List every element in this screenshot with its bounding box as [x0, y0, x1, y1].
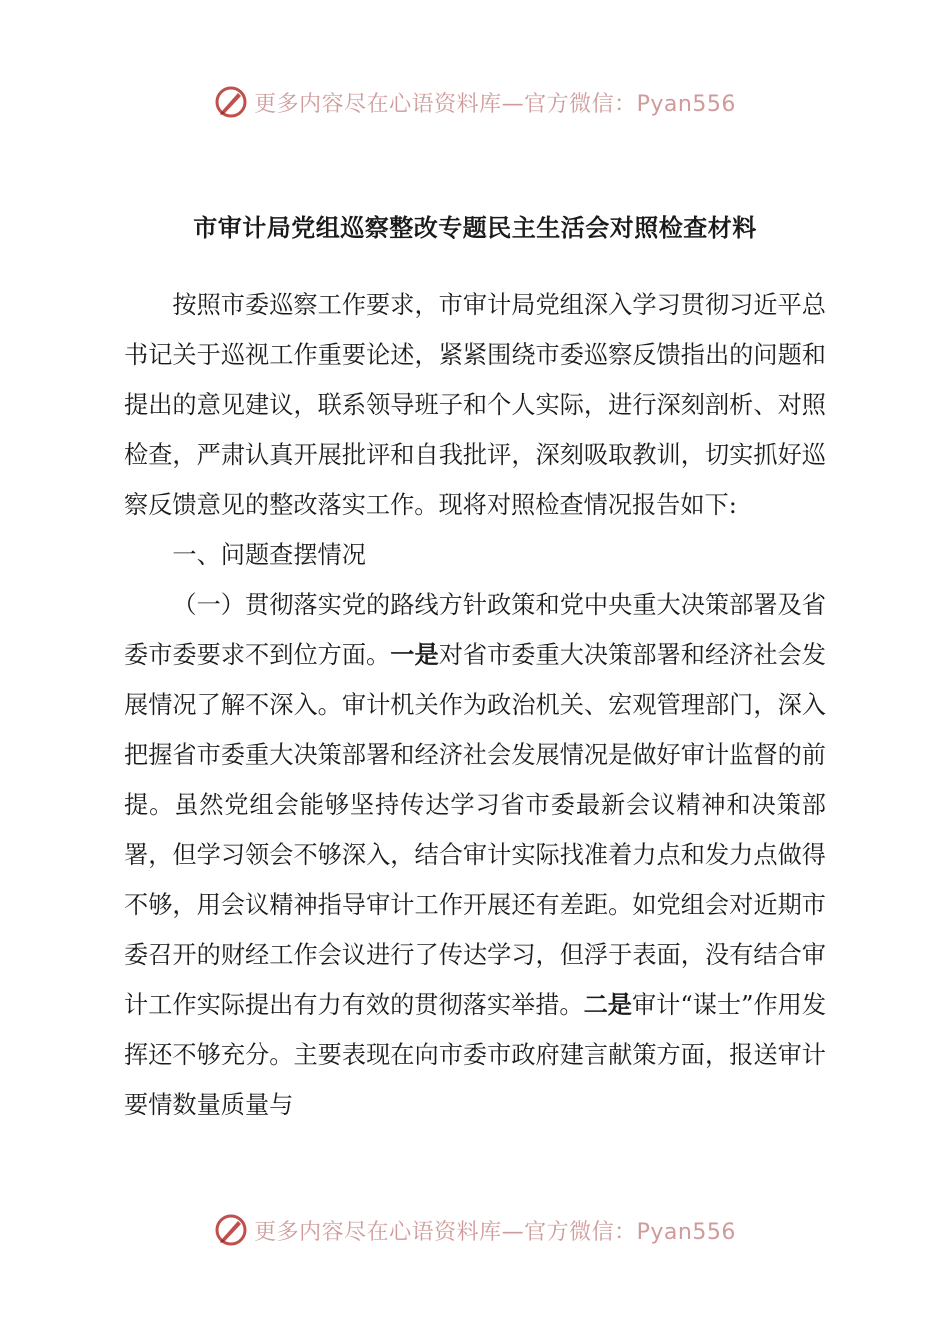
- subsection-lead: （一）贯彻落实党的路线方针政策和党中央重大决策部署及省委市委要求不到位方面。: [124, 591, 826, 669]
- point-marker-1: 一是: [390, 641, 439, 669]
- pen-logo-icon: [214, 85, 248, 119]
- document-title: 市审计局党组巡察整改专题民主生活会对照检查材料: [193, 213, 757, 242]
- section-heading: 一、问题查摆情况: [172, 541, 366, 569]
- pen-logo-icon: [214, 1213, 248, 1247]
- intro-paragraph: 按照市委巡察工作要求，市审计局党组深入学习贯彻习近平总书记关于巡视工作重要论述，紧紧围绕市委巡察反馈指出的问题和提出的意见建议，联系领导班子和个人实际，进行深刻剖析、对照检查，严肃认真开展批评和自我批评，深刻吸取教训，切实抓好巡察反馈意见的整改落实工作。现将对照检查情况报告如下:: [124, 291, 826, 519]
- header-watermark-banner: [0, 82, 950, 122]
- footer-watermark-banner: [0, 1210, 950, 1250]
- footer-watermark-text: 更多内容尽在心语资料库—官方微信：Pyan556: [254, 1219, 736, 1245]
- header-watermark-text: 更多内容尽在心语资料库—官方微信：Pyan556: [254, 91, 736, 117]
- point-text-1: 对省市委重大决策部署和经济社会发展情况了解不深入。审计机关作为政治机关、宏观管理部门，深入把握省市委重大决策部署和经济社会发展情况是做好审计监督的前提。虽然党组会能够坚持传达学习省市委最新会议精神和决策部署，但学习领会不够深入，结合审计实际找准着力点和发力点做得不够，用会议精神指导审计工作开展还有差距。如党组会对近期市委召开的财经工作会议进行了传达学习，但浮于表面，没有结合审计工作实际提出有力有效的贯彻落实举措。: [124, 641, 826, 1019]
- point-text-2: 审计“谋士”作用发挥还不够充分。主要表现在向市委市政府建言献策方面，报送审计要情数量质量与: [124, 991, 827, 1119]
- point-marker-2: 二是: [583, 991, 632, 1019]
- body-paragraph: [124, 580, 826, 1130]
- document-body: [124, 280, 826, 1130]
